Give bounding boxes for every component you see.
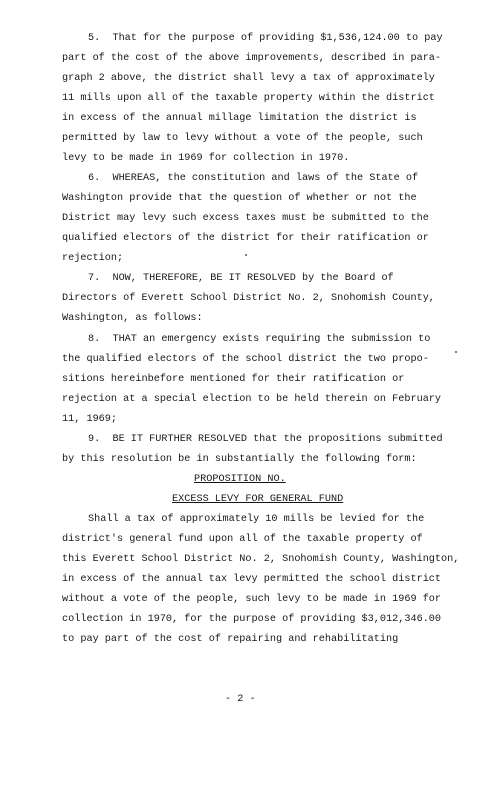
text-line: qualified electors of the district for their ratification or [62, 233, 429, 244]
text-line: rejection at a special election to be held therein on February [62, 394, 442, 405]
text-line: this Everett School District No. 2, Snohomish County, Washington, [62, 554, 460, 565]
text-line: rejection; [62, 253, 124, 264]
text-line: 11, 1969; [62, 414, 118, 425]
scan-speck [245, 254, 247, 256]
text-line: to pay part of the cost of repairing and rehabilitating [62, 634, 399, 645]
text-line: collection in 1970, for the purpose of providing $3,012,346.00 [62, 614, 442, 625]
proposition-title: EXCESS LEVY FOR GENERAL FUND [172, 494, 344, 505]
text-line: district's general fund upon all of the taxable property of [62, 534, 423, 545]
text-line: Shall a tax of approximately 10 mills be levied for the [88, 514, 425, 525]
scan-speck [455, 351, 457, 353]
text-line: in excess of the annual tax levy permitted the school district [62, 574, 442, 585]
text-line: Washington provide that the question of whether or not the [62, 193, 417, 204]
text-line: the qualified electors of the school district the two propo- [62, 354, 429, 365]
proposition-heading: PROPOSITION NO. [194, 474, 286, 485]
text-line: 7. NOW, THEREFORE, BE IT RESOLVED by the Board of [88, 273, 394, 284]
text-line: 6. WHEREAS, the constitution and laws of the State of [88, 173, 419, 184]
text-line: Directors of Everett School District No. 2, Snohomish County, [62, 293, 435, 304]
text-line: 9. BE IT FURTHER RESOLVED that the propositions submitted [88, 434, 443, 445]
text-line: permitted by law to levy without a vote of the people, such [62, 133, 423, 144]
text-line: 11 mills upon all of the taxable property within the district [62, 93, 435, 104]
text-line: 5. That for the purpose of providing $1,536,124.00 to pay [88, 33, 443, 44]
text-line: in excess of the annual millage limitation the district is [62, 113, 417, 124]
text-line: part of the cost of the above improvements, described in para- [62, 53, 442, 64]
text-line: without a vote of the people, such levy to be made in 1969 for [62, 594, 442, 605]
text-line: by this resolution be in substantially the following form: [62, 454, 417, 465]
text-line: 8. THAT an emergency exists requiring the submission to [88, 334, 431, 345]
text-line: graph 2 above, the district shall levy a tax of approximately [62, 73, 435, 84]
text-line: sitions hereinbefore mentioned for their ratification or [62, 374, 405, 385]
text-line: District may levy such excess taxes must be submitted to the [62, 213, 429, 224]
page-number: - 2 - [225, 694, 256, 705]
text-line: Washington, as follows: [62, 313, 203, 324]
text-line: levy to be made in 1969 for collection in 1970. [62, 153, 350, 164]
